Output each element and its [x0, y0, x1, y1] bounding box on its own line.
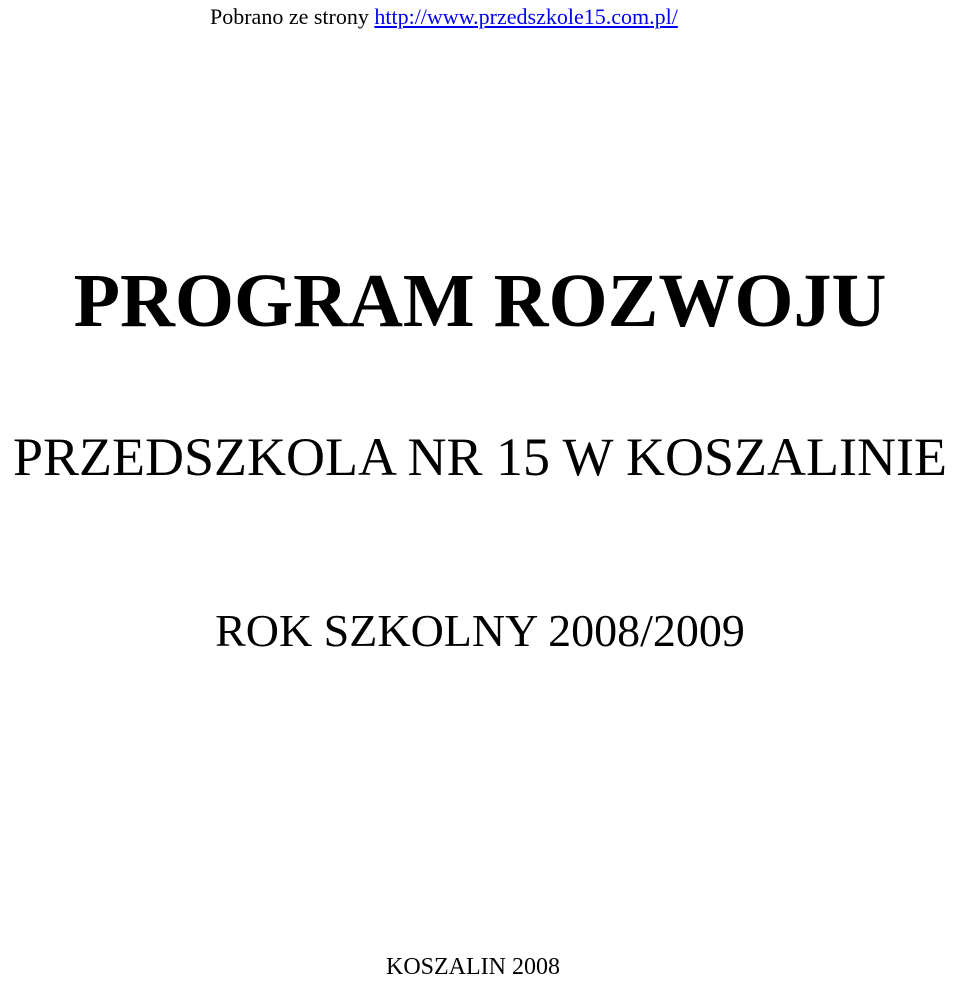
- source-website-link[interactable]: http://www.przedszkole15.com.pl/: [374, 4, 678, 29]
- document-subtitle: PRZEDSZKOLA NR 15 W KOSZALINIE: [12, 427, 947, 487]
- school-year: ROK SZKOLNY 2008/2009: [215, 605, 745, 656]
- place-and-year: KOSZALIN 2008: [386, 954, 560, 980]
- download-source-line: [210, 4, 678, 30]
- document-title: PROGRAM ROZWOJU: [73, 259, 887, 343]
- download-source-prefix: Pobrano ze strony: [210, 4, 375, 29]
